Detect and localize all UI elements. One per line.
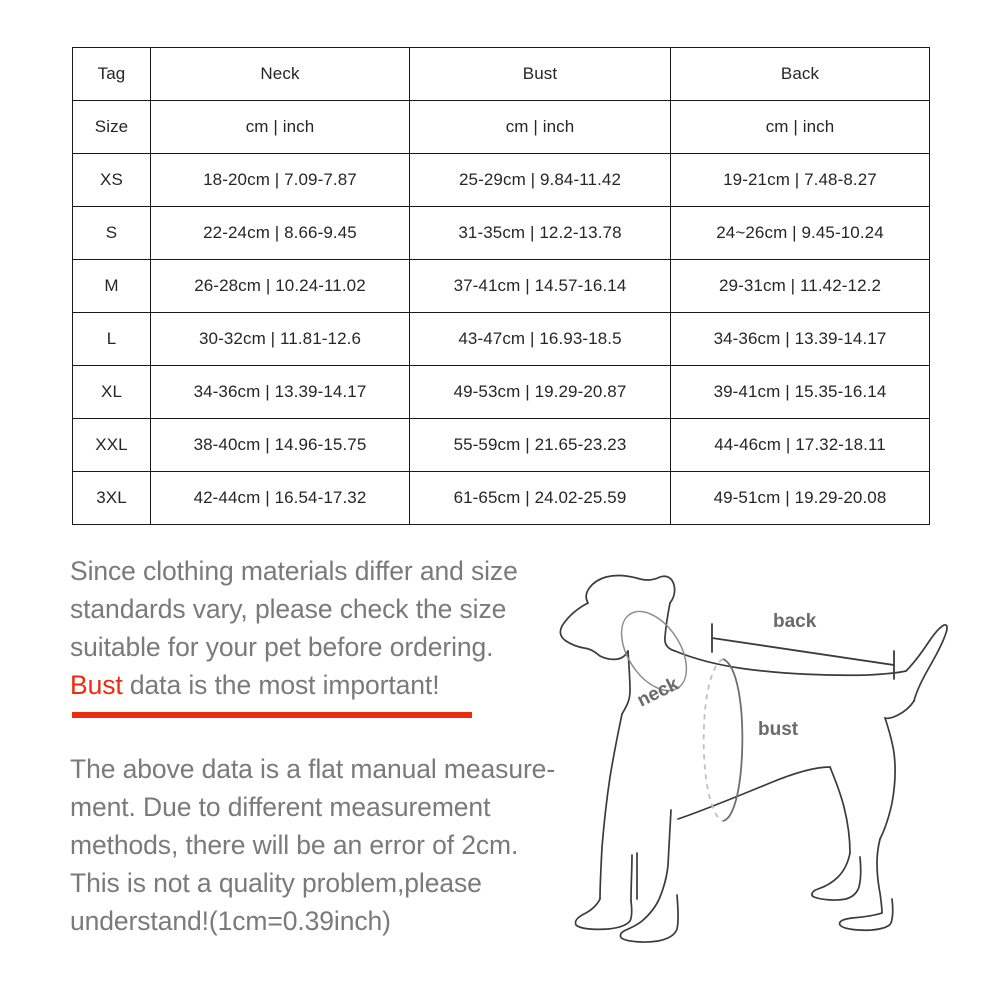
dog-body-outline: [560, 576, 947, 943]
note-line: methods, there will be an error of 2cm.: [70, 830, 519, 860]
size-tag: L: [73, 313, 151, 366]
size-tag: XS: [73, 154, 151, 207]
neck-value: 42-44cm | 16.54-17.32: [151, 472, 410, 525]
back-measurement-line: [712, 624, 894, 679]
bust-value: 43-47cm | 16.93-18.5: [410, 313, 671, 366]
unit-header-bust: cm | inch: [410, 101, 671, 154]
bust-value: 31-35cm | 12.2-13.78: [410, 207, 671, 260]
neck-value: 22-24cm | 8.66-9.45: [151, 207, 410, 260]
note-line: ment. Due to different measurement: [70, 792, 491, 822]
size-tag: XL: [73, 366, 151, 419]
size-chart-table: [72, 47, 930, 525]
unit-header-back: cm | inch: [671, 101, 930, 154]
size-tag: S: [73, 207, 151, 260]
bust-emphasis-text: Bust: [70, 670, 123, 700]
table-row: [73, 207, 930, 260]
note-line: The above data is a flat manual measure-: [70, 754, 556, 784]
table-row: [73, 472, 930, 525]
bust-measurement-ellipse: [704, 659, 743, 821]
neck-value: 34-36cm | 13.39-14.17: [151, 366, 410, 419]
bust-value: 37-41cm | 14.57-16.14: [410, 260, 671, 313]
table-row: [73, 260, 930, 313]
bust-value: 55-59cm | 21.65-23.23: [410, 419, 671, 472]
note-line: understand!(1cm=0.39inch): [70, 906, 391, 936]
size-tag: M: [73, 260, 151, 313]
table-row: [73, 419, 930, 472]
bust-value: 25-29cm | 9.84-11.42: [410, 154, 671, 207]
note-line: suitable for your pet before ordering.: [70, 632, 494, 662]
table-row: [73, 366, 930, 419]
table-unit-row: [73, 101, 930, 154]
back-value: 19-21cm | 7.48-8.27: [671, 154, 930, 207]
back-value: 49-51cm | 19.29-20.08: [671, 472, 930, 525]
note-line: This is not a quality problem,please: [70, 868, 482, 898]
neck-label: neck: [633, 673, 683, 712]
neck-value: 30-32cm | 11.81-12.6: [151, 313, 410, 366]
table-row: [73, 154, 930, 207]
column-header-bust: Bust: [410, 48, 671, 101]
unit-header-neck: cm | inch: [151, 101, 410, 154]
sizing-note-paragraph-2: [70, 750, 600, 940]
sizing-note-paragraph-1: [70, 552, 570, 704]
column-header-tag: Tag: [73, 48, 151, 101]
table-row: [73, 313, 930, 366]
back-value: 24~26cm | 9.45-10.24: [671, 207, 930, 260]
table-header-row: [73, 48, 930, 101]
back-value: 39-41cm | 15.35-16.14: [671, 366, 930, 419]
dog-measurement-diagram: [530, 555, 990, 975]
column-header-neck: Neck: [151, 48, 410, 101]
size-tag: XXL: [73, 419, 151, 472]
note-line: Since clothing materials differ and size: [70, 556, 518, 586]
size-tag: 3XL: [73, 472, 151, 525]
note-line-remainder: data is the most important!: [122, 670, 440, 700]
neck-value: 18-20cm | 7.09-7.87: [151, 154, 410, 207]
bust-label: bust: [758, 719, 799, 740]
unit-label-size: Size: [73, 101, 151, 154]
bust-value: 49-53cm | 19.29-20.87: [410, 366, 671, 419]
back-label: back: [773, 611, 817, 632]
column-header-back: Back: [671, 48, 930, 101]
back-value: 44-46cm | 17.32-18.11: [671, 419, 930, 472]
size-chart-table-container: [72, 47, 929, 525]
back-value: 34-36cm | 13.39-14.17: [671, 313, 930, 366]
bust-value: 61-65cm | 24.02-25.59: [410, 472, 671, 525]
back-value: 29-31cm | 11.42-12.2: [671, 260, 930, 313]
neck-value: 26-28cm | 10.24-11.02: [151, 260, 410, 313]
neck-value: 38-40cm | 14.96-15.75: [151, 419, 410, 472]
note-line-emphasis: [70, 666, 570, 704]
red-underline-bar: [72, 712, 472, 718]
note-line: standards vary, please check the size: [70, 594, 507, 624]
